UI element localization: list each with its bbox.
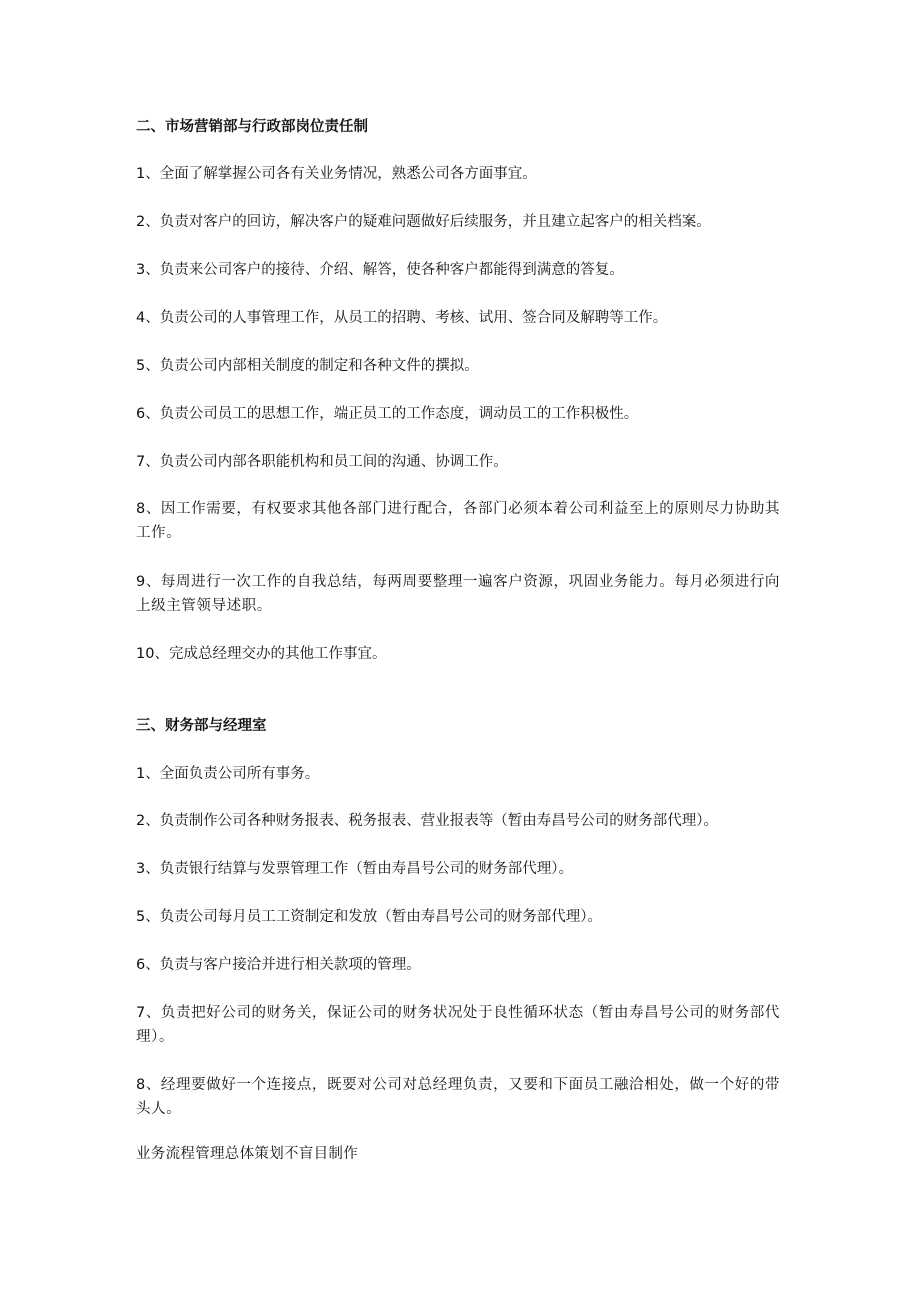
list-item: 2、负责对客户的回访，解决客户的疑难问题做好后续服务，并且建立起客户的相关档案。 (136, 214, 711, 230)
list-item: 7、负责把好公司的财务关，保证公司的财务状况处于良性循环状态（暂由寿昌号公司的财务部代理）。 (136, 1005, 781, 1045)
section-3-title: 三、财务部与经理室 (136, 718, 267, 734)
list-item: 6、负责公司员工的思想工作，端正员工的工作态度，调动员工的工作积极性。 (136, 406, 639, 422)
list-item: 8、经理要做好一个连接点，既要对公司对总经理负责，又要和下面员工融洽相处，做一个好的带头人。 (136, 1077, 781, 1117)
list-item: 3、负责银行结算与发票管理工作（暂由寿昌号公司的财务部代理）。 (136, 861, 573, 877)
list-item: 9、每周进行一次工作的自我总结，每两周要整理一遍客户资源，巩固业务能力。每月必须进行向上级主管领导述职。 (136, 574, 781, 614)
list-item: 10、完成总经理交办的其他工作事宜。 (136, 646, 387, 662)
list-item: 5、负责公司内部相关制度的制定和各种文件的撰拟。 (136, 358, 479, 374)
list-item: 5、负责公司每月员工工资制定和发放（暂由寿昌号公司的财务部代理）。 (136, 909, 602, 925)
list-item: 3、负责来公司客户的接待、介绍、解答，使各种客户都能得到满意的答复。 (136, 262, 624, 278)
list-item: 7、负责公司内部各职能机构和员工间的沟通、协调工作。 (136, 454, 508, 470)
list-item: 6、负责与客户接洽并进行相关款项的管理。 (136, 957, 421, 973)
list-item: 4、负责公司的人事管理工作，从员工的招聘、考核、试用、签合同及解聘等工作。 (136, 310, 668, 326)
list-item: 1、全面负责公司所有事务。 (136, 766, 320, 782)
list-item: 2、负责制作公司各种财务报表、税务报表、营业报表等（暂由寿昌号公司的财务部代理）。 (136, 813, 718, 829)
section-2-title: 二、市场营销部与行政部岗位责任制 (136, 119, 368, 135)
footer-note: 业务流程管理总体策划不盲目制作 (136, 1146, 358, 1162)
list-item: 8、因工作需要，有权要求其他各部门进行配合，各部门必须本着公司利益至上的原则尽力协助其工作。 (136, 501, 781, 541)
list-item: 1、全面了解掌握公司各有关业务情况，熟悉公司各方面事宜。 (136, 166, 537, 182)
